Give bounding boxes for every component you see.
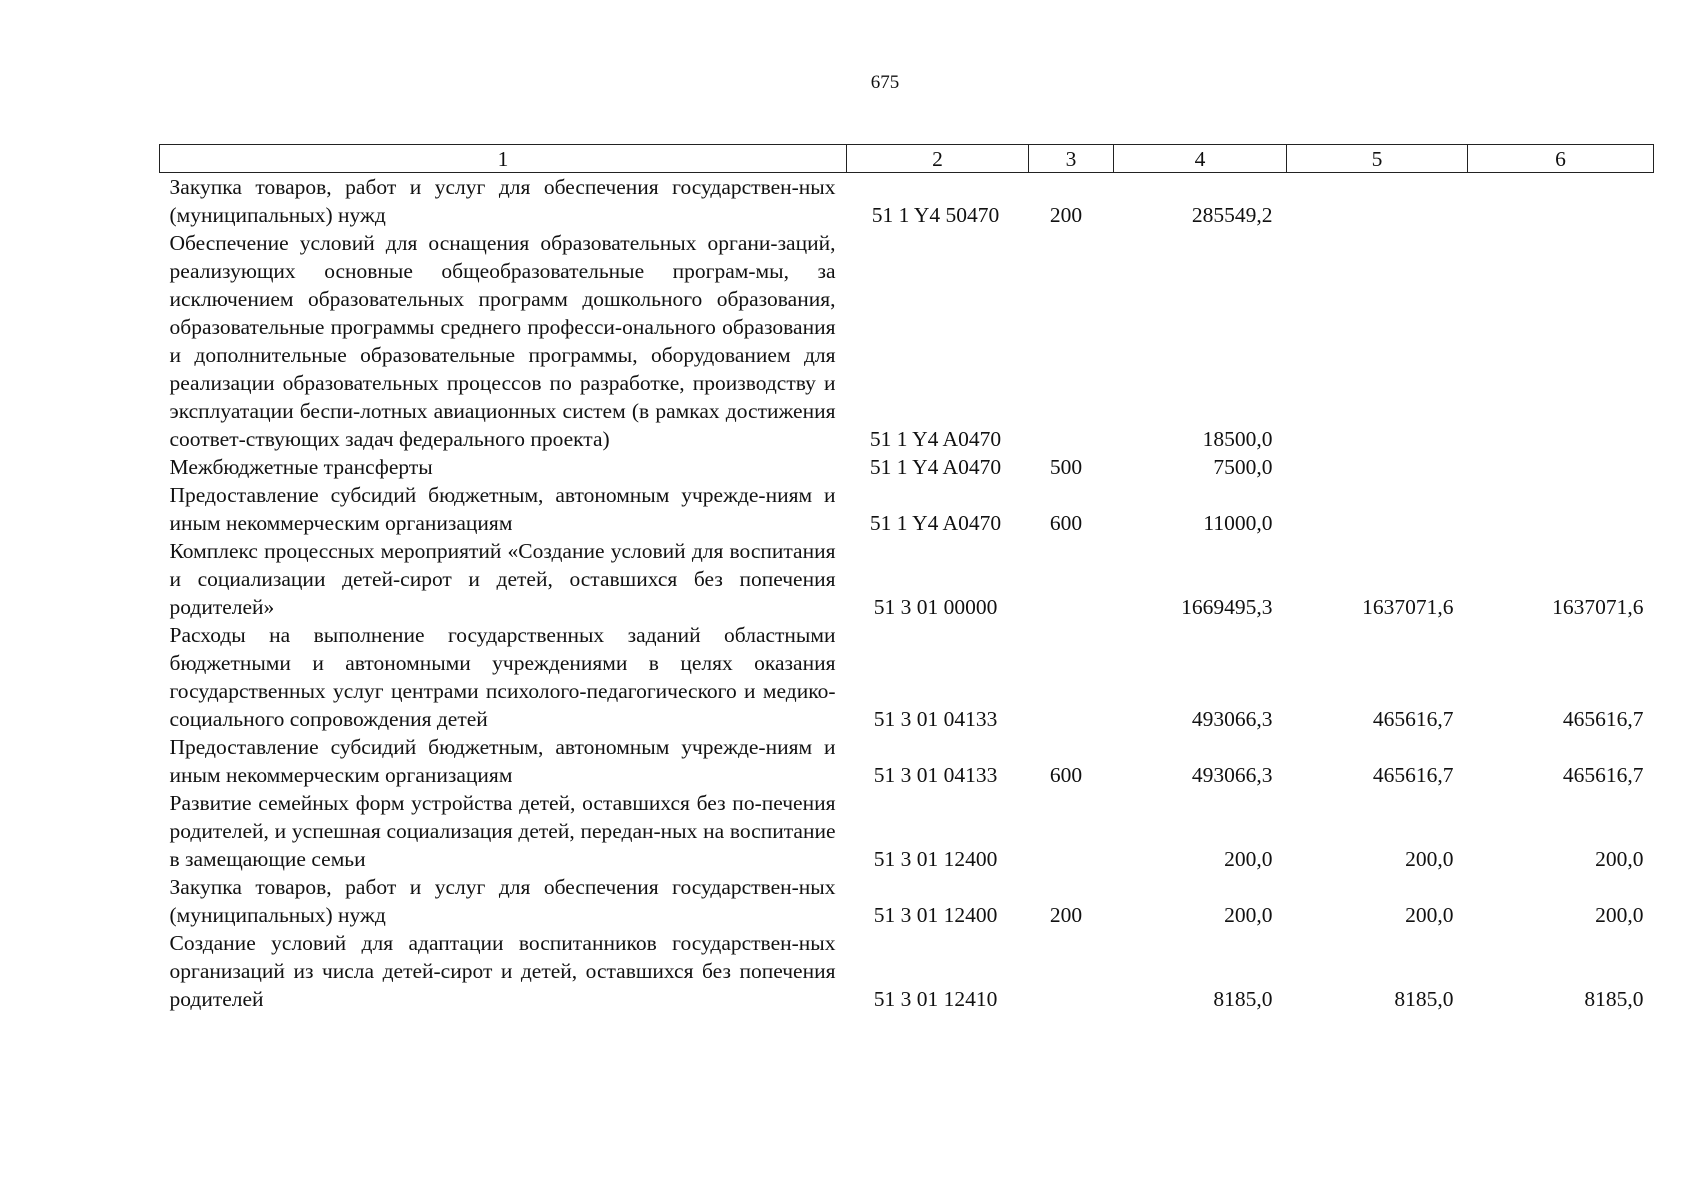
row-expense-type: 500	[1049, 455, 1083, 479]
row-value-1: 493066,3	[1191, 763, 1273, 787]
row-name: Предоставление субсидий бюджетным, автономным учрежде-ниям и иным некоммерческим организациям	[169, 483, 836, 535]
row-expense-type	[1029, 929, 1114, 1013]
row-expense-type	[1029, 789, 1114, 873]
table-row	[160, 929, 1654, 1013]
row-expense-type	[1029, 229, 1114, 453]
row-expense-type: 600	[1049, 763, 1083, 787]
row-value-3: 200,0	[1595, 903, 1644, 927]
row-value-2: 200,0	[1405, 847, 1454, 871]
row-value-2	[1287, 453, 1468, 481]
row-code: 51 3 01 04133	[873, 763, 998, 787]
row-value-2: 465616,7	[1372, 763, 1454, 787]
row-value-3	[1468, 453, 1654, 481]
row-value-1: 18500,0	[1202, 427, 1273, 451]
column-header-4: 4	[1114, 145, 1287, 173]
row-value-3	[1468, 173, 1654, 230]
row-value-1: 285549,2	[1191, 203, 1273, 227]
row-name: Создание условий для адаптации воспитанников государствен-ных организаций из числа детей-сирот и детей, оставшихся без попечения родителей	[169, 931, 836, 1011]
row-value-3: 465616,7	[1562, 763, 1644, 787]
row-code: 51 3 01 00000	[873, 595, 998, 619]
row-value-3	[1468, 481, 1654, 537]
row-code: 51 3 01 04133	[873, 707, 998, 731]
table-row	[160, 229, 1654, 453]
table-row	[160, 453, 1654, 481]
table-row	[160, 733, 1654, 789]
row-value-1: 493066,3	[1191, 707, 1273, 731]
table-row	[160, 173, 1654, 230]
column-header-6: 6	[1468, 145, 1654, 173]
row-name: Закупка товаров, работ и услуг для обеспечения государствен-ных (муниципальных) нужд	[169, 875, 836, 927]
row-code: 51 3 01 12400	[873, 847, 998, 871]
row-expense-type: 200	[1049, 203, 1083, 227]
table-row	[160, 481, 1654, 537]
row-value-3	[1468, 229, 1654, 453]
row-value-2	[1287, 173, 1468, 230]
row-value-2	[1287, 481, 1468, 537]
row-name: Закупка товаров, работ и услуг для обеспечения государствен-ных (муниципальных) нужд	[169, 175, 836, 227]
row-expense-type: 200	[1049, 903, 1083, 927]
row-value-1: 8185,0	[1213, 987, 1273, 1011]
row-value-3: 8185,0	[1584, 987, 1644, 1011]
row-value-2: 1637071,6	[1362, 595, 1454, 619]
row-name: Комплекс процессных мероприятий «Создание условий для воспитания и социализации детей-сирот и детей, оставшихся без попечения родителей»	[169, 539, 836, 619]
row-code: 51 1 Y4 50470	[871, 203, 1000, 227]
row-value-3: 200,0	[1595, 847, 1644, 871]
row-code: 51 1 Y4 A0470	[869, 427, 1002, 451]
table-body	[160, 173, 1654, 1014]
column-header-2: 2	[847, 145, 1029, 173]
table-row	[160, 621, 1654, 733]
budget-table	[159, 144, 1654, 1013]
row-code: 51 1 Y4 A0470	[869, 455, 1002, 479]
row-name: Межбюджетные трансферты	[169, 455, 433, 479]
row-code: 51 1 Y4 A0470	[869, 511, 1002, 535]
row-value-3: 465616,7	[1562, 707, 1644, 731]
page-number: 675	[870, 72, 900, 93]
row-expense-type	[1029, 537, 1114, 621]
table-row	[160, 537, 1654, 621]
row-expense-type: 600	[1049, 511, 1083, 535]
row-code: 51 3 01 12400	[873, 903, 998, 927]
row-value-1: 200,0	[1224, 847, 1273, 871]
table-row	[160, 873, 1654, 929]
row-expense-type	[1029, 621, 1114, 733]
table-row	[160, 789, 1654, 873]
column-header-3: 3	[1029, 145, 1114, 173]
row-value-2: 465616,7	[1372, 707, 1454, 731]
row-code: 51 3 01 12410	[873, 987, 998, 1011]
row-name: Развитие семейных форм устройства детей, оставшихся без по-печения родителей, и успешная социализация детей, передан-ных на воспитание в замещающие семьи	[169, 791, 836, 871]
row-value-2: 8185,0	[1394, 987, 1454, 1011]
row-value-3: 1637071,6	[1552, 595, 1644, 619]
row-name: Расходы на выполнение государственных заданий областными бюджетными и автономными учреждениями в целях оказания государственных услуг центрами психолого-педагогического и медико-социального сопровождения детей	[169, 623, 836, 731]
row-name: Обеспечение условий для оснащения образовательных органи-заций, реализующих основные общеобразовательные програм-мы, за исключением образовательных программ дошкольного образования, образовательные программы среднего професси-онального образования и дополнительные образовательные программы, оборудованием для реализации образовательных процессов по разработке, производству и эксплуатации беспи-лотных авиационных систем (в рамках достижения соответ-ствующих задач федерального проекта)	[169, 231, 836, 451]
column-header-5: 5	[1287, 145, 1468, 173]
table-header	[160, 145, 1654, 173]
column-header-1: 1	[160, 145, 847, 173]
row-value-2: 200,0	[1405, 903, 1454, 927]
row-value-1: 7500,0	[1213, 455, 1273, 479]
row-value-1: 1669495,3	[1181, 595, 1273, 619]
row-name: Предоставление субсидий бюджетным, автономным учрежде-ниям и иным некоммерческим организациям	[169, 735, 836, 787]
row-value-2	[1287, 229, 1468, 453]
row-value-1: 11000,0	[1203, 511, 1273, 535]
header-row	[160, 145, 1654, 173]
row-value-1: 200,0	[1224, 903, 1273, 927]
